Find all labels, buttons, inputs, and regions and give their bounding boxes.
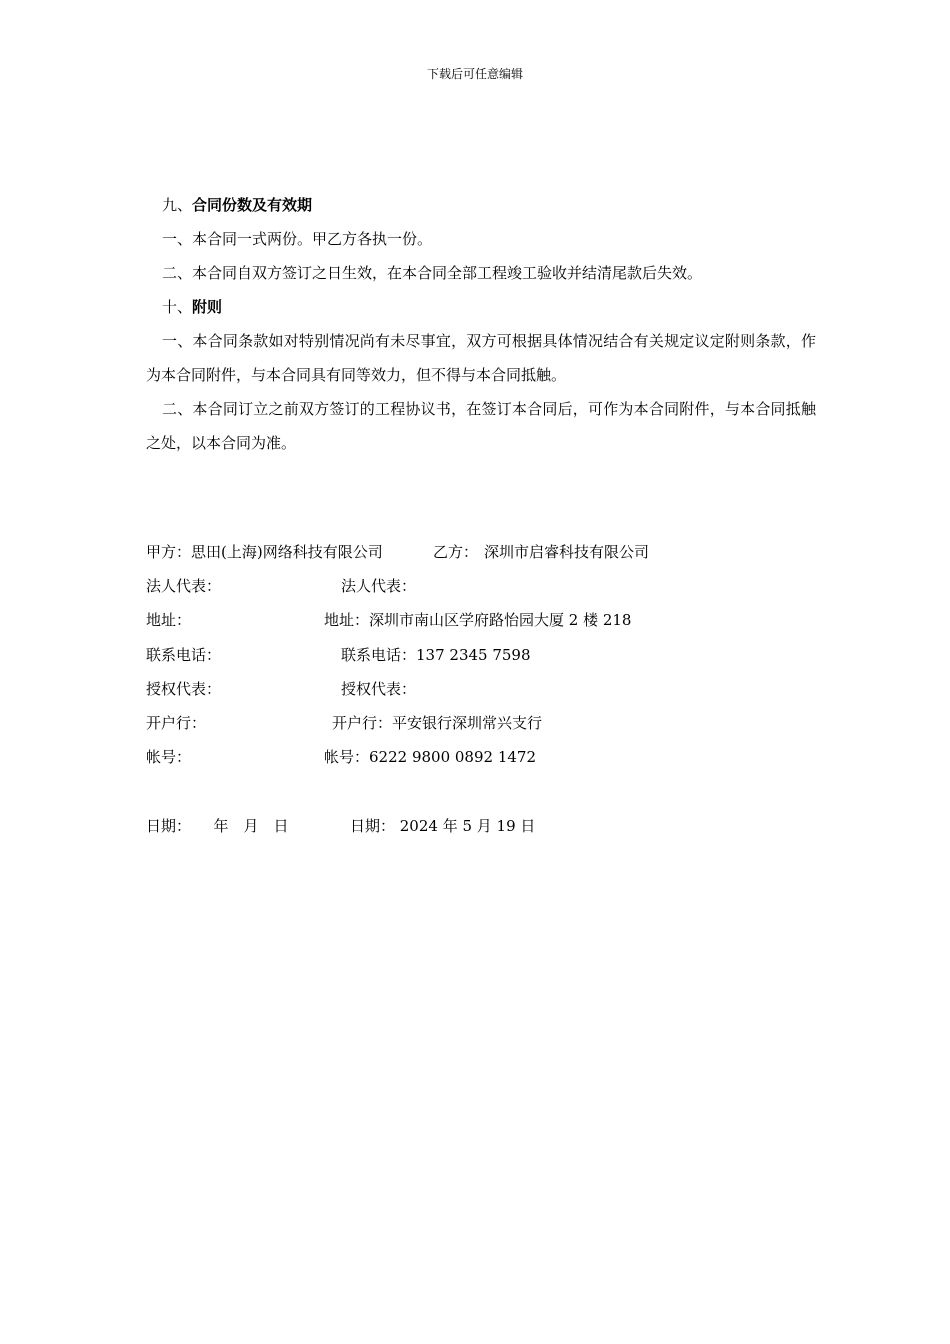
section-10-item-1: 一、本合同条款如对特别情况尚有未尽事宜，双方可根据具体情况结合有关规定议定附则条款，作为本合同附件，与本合同具有同等效力，但不得与本合同抵触。 xyxy=(146,332,816,384)
party-a-label: 甲方： xyxy=(146,543,192,561)
party-a-name: 思田(上海)网络科技有限公司 xyxy=(191,543,383,561)
party-b-authorized-rep: 授权代表： xyxy=(341,680,417,698)
party-a-legal-rep: 法人代表： xyxy=(146,577,222,595)
section-10-number: 十、 xyxy=(162,298,193,316)
header-note: 下载后可任意编辑 xyxy=(426,67,523,81)
section-9-item-2: 二、本合同自双方签订之日生效，在本合同全部工程竣工验收并结清尾款后失效。 xyxy=(162,264,703,282)
section-9-title: 合同份数及有效期 xyxy=(192,196,313,214)
section-9-heading xyxy=(146,188,816,222)
party-b-account: 帐号：6222 9800 0892 1472 xyxy=(324,748,536,766)
party-a-date: 日期： 年 月 日 xyxy=(146,817,289,835)
party-b-address: 地址：深圳市南山区学府路怡园大厦 2 楼 218 xyxy=(324,611,632,629)
party-b-name: 深圳市启睿科技有限公司 xyxy=(484,543,650,561)
party-b-phone: 联系电话：137 2345 7598 xyxy=(341,646,531,664)
party-a-address: 地址： xyxy=(146,611,192,629)
party-a-bank: 开户行： xyxy=(146,714,207,732)
party-a-account: 帐号： xyxy=(146,748,192,766)
party-a-authorized-rep: 授权代表： xyxy=(146,680,222,698)
section-9-item-1: 一、本合同一式两份。甲乙方各执一份。 xyxy=(162,230,433,248)
party-b-legal-rep: 法人代表： xyxy=(341,577,417,595)
section-10-title: 附则 xyxy=(192,298,223,316)
party-b-line xyxy=(433,542,649,562)
party-a-phone: 联系电话： xyxy=(146,646,222,664)
party-b-date: 日期： 2024 年 5 月 19 日 xyxy=(350,817,536,835)
party-b-label: 乙方： xyxy=(433,543,479,561)
section-10-heading xyxy=(146,290,816,324)
section-9-number: 九、 xyxy=(162,196,193,214)
section-10-item-2: 二、本合同订立之前双方签订的工程协议书，在签订本合同后，可作为本合同附件，与本合同抵触之处，以本合同为准。 xyxy=(146,400,816,452)
party-b-bank: 开户行：平安银行深圳常兴支行 xyxy=(332,714,543,732)
party-a-line xyxy=(146,542,383,562)
